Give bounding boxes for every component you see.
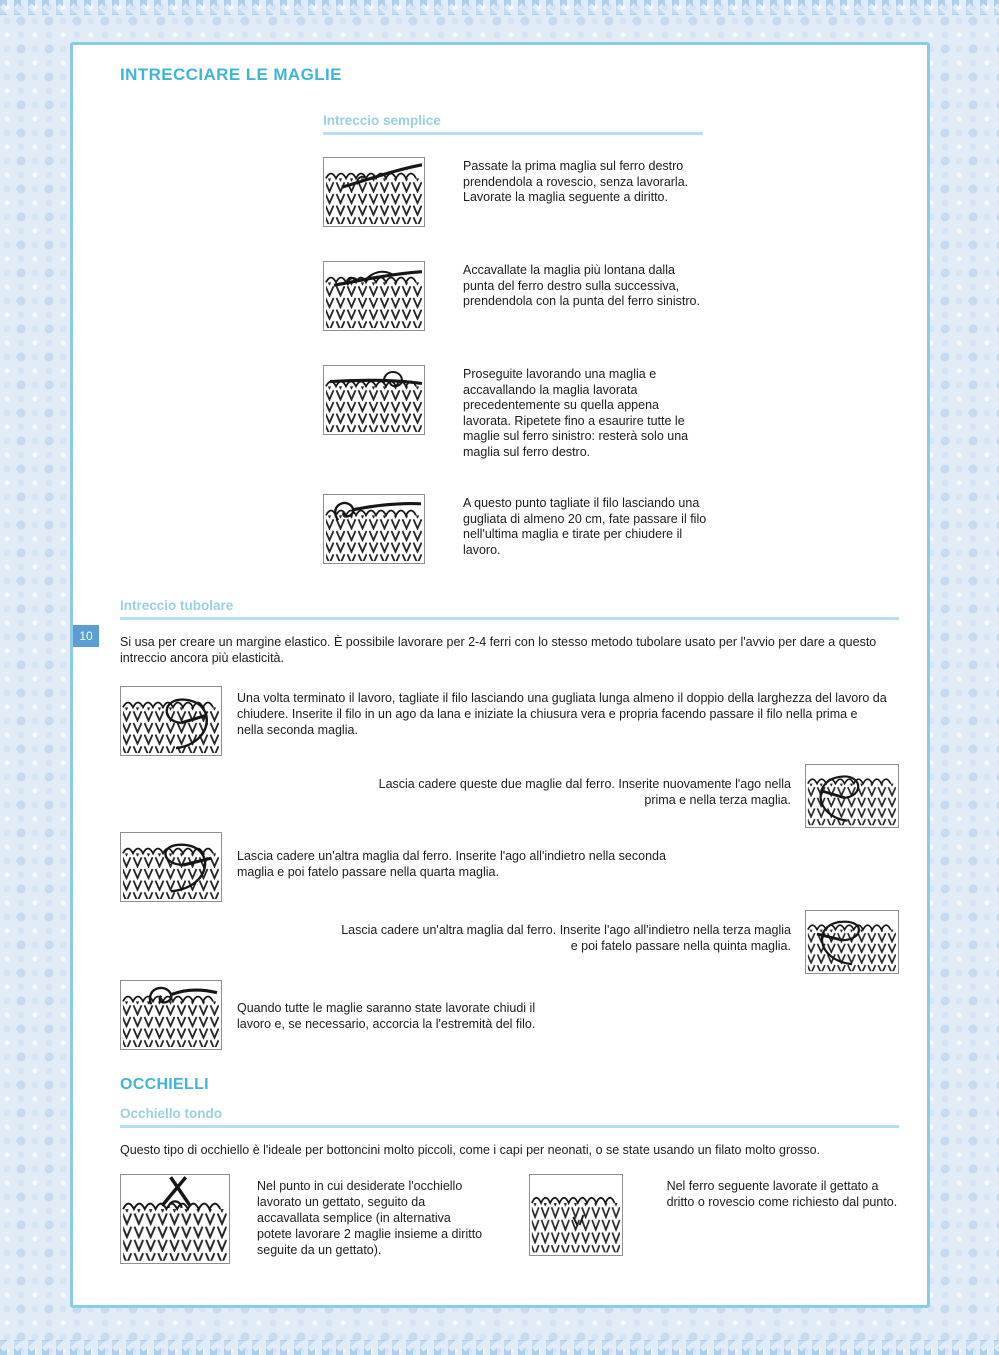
knit-diagram-pass-over-icon xyxy=(323,261,425,331)
step-row xyxy=(120,764,899,828)
section-heading-wrap xyxy=(120,1106,899,1128)
section-intreccio-semplice xyxy=(120,113,899,564)
section-heading-wrap xyxy=(120,598,899,620)
document-page xyxy=(70,42,930,1308)
step-text: Accavallate la maglia più lontana dalla punta del ferro destro sulla successiva, prendendola con la punta del ferro sinistro. xyxy=(463,263,700,308)
page-title: INTRECCIARE LE MAGLIE xyxy=(120,65,342,84)
section-occhielli xyxy=(120,1076,899,1264)
step-list xyxy=(323,157,899,564)
step-row xyxy=(323,261,899,331)
step-text: A questo punto tagliate il filo lasciando una gugliata di almeno 20 cm, fate passare il filo nell'ultima maglia e tirate per chiudere il lavoro. xyxy=(463,496,707,557)
section-intreccio-tubolare xyxy=(120,598,899,1050)
knit-diagram-drop-second-icon xyxy=(120,832,222,902)
section-heading-occhiello-tondo: Occhiello tondo xyxy=(120,1106,223,1121)
step-text: Lascia cadere queste due maglie dal ferro. Inserite nuovamente l'ago nella prima e nella terza maglia. xyxy=(378,777,791,807)
knit-diagram-yarnover-icon xyxy=(120,1174,230,1264)
section-heading-intreccio-semplice: Intreccio semplice xyxy=(323,113,441,128)
step-row xyxy=(323,494,899,564)
knit-diagram-slip-stitch-icon xyxy=(323,157,425,227)
knit-diagram-finish-graft-icon xyxy=(120,980,222,1050)
step-text: Una volta terminato il lavoro, tagliate il filo lasciando una gugliata lunga almeno il doppio della larghezza del lavoro da chiudere. Inserite il filo in un ago da lana e iniziate la chiusura vera e propria facendo passare il filo nella prima e nella seconda maglia. xyxy=(237,691,887,737)
knit-diagram-next-row-icon xyxy=(529,1174,623,1256)
knit-diagram-drop-two-icon xyxy=(805,764,899,828)
section-heading-intreccio-tubolare: Intreccio tubolare xyxy=(120,598,234,613)
step-row xyxy=(323,157,899,227)
knit-diagram-drop-third-icon xyxy=(805,910,899,974)
knit-diagram-continue-bindoff-icon xyxy=(323,365,425,435)
step-row xyxy=(323,365,899,460)
page-content xyxy=(73,45,927,1264)
section-intro-text: Questo tipo di occhiello è l'ideale per bottoncini molto piccoli, come i capi per neonati, o se state usando un filato molto grosso. xyxy=(120,1143,821,1157)
knit-diagram-thread-needle-icon xyxy=(120,686,222,756)
step-text: Lascia cadere un'altra maglia dal ferro. Inserite l'ago all'indietro nella seconda maglia e poi fatelo passare nella quarta maglia. xyxy=(237,849,666,879)
step-row xyxy=(120,910,899,974)
step-text: Lascia cadere un'altra maglia dal ferro. Inserite l'ago all'indietro nella terza maglia e poi fatelo passare nella quinta maglia. xyxy=(341,923,791,953)
step-row xyxy=(120,686,899,756)
step-text: Nel ferro seguente lavorate il gettato a dritto o rovescio come richiesto dal punto. xyxy=(666,1179,898,1209)
decorative-border-bottom xyxy=(0,1340,999,1355)
decorative-border-top xyxy=(0,0,999,15)
knit-diagram-cut-yarn-icon xyxy=(323,494,425,564)
section-intro-text: Si usa per creare un margine elastico. È possibile lavorare per 2-4 ferri con lo stesso metodo tubolare usato per l'avvio per dare a questo intreccio ancora più elasticità. xyxy=(120,635,877,665)
step-text: Quando tutte le maglie saranno state lavorate chiudi il lavoro e, se necessario, accorcia la l'estremità del filo. xyxy=(237,1001,536,1031)
step-text: Proseguite lavorando una maglia e accavallando la maglia lavorata precedentemente su quella appena lavorata. Ripetete fino a esaurire tutte le maglie sul ferro sinistro: resterà solo una maglia sul ferro destro. xyxy=(463,367,689,459)
page-number-badge: 10 xyxy=(73,625,99,647)
step-row xyxy=(120,832,899,902)
section-title-occhielli: OCCHIELLI xyxy=(120,1076,209,1093)
step-text: Passate la prima maglia sul ferro destro prendendola a rovescio, senza lavorarla. Lavorate la maglia seguente a diritto. xyxy=(463,159,689,204)
section-heading-wrap xyxy=(323,113,703,135)
step-row xyxy=(120,980,899,1050)
step-text: Nel punto in cui desiderate l'occhiello lavorato un gettato, seguito da accavallata semplice (in alternativa potete lavorare 2 maglie insieme a diritto seguite da un gettato). xyxy=(257,1179,483,1257)
step-row xyxy=(120,1174,899,1264)
